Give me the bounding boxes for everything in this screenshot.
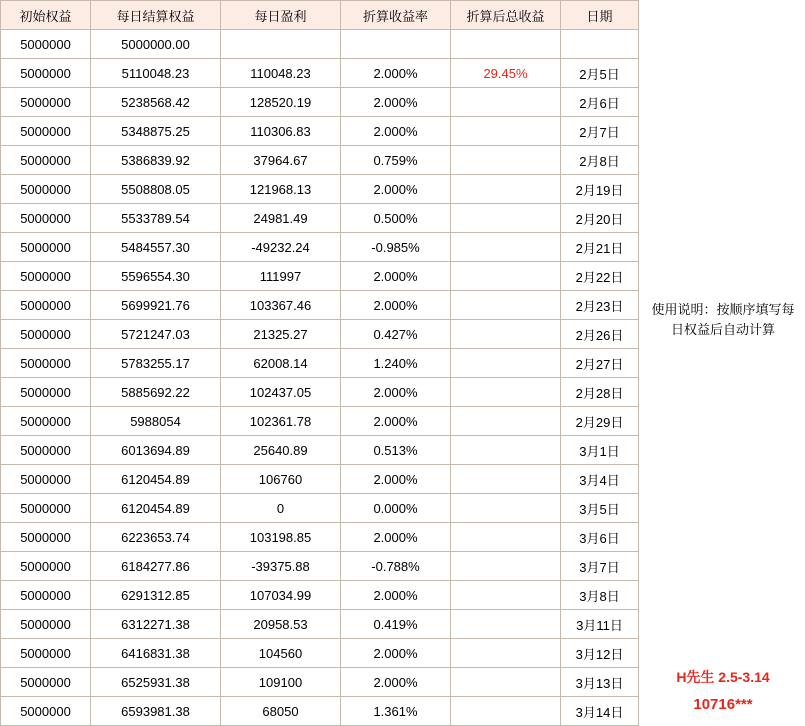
cell-daily-settle-equity[interactable]: 5721247.03 bbox=[91, 320, 221, 349]
side-panel bbox=[641, 0, 805, 726]
column-header-daily-settle-equity: 每日结算权益 bbox=[91, 1, 221, 30]
cell-converted-yield[interactable]: 2.000% bbox=[341, 465, 451, 494]
signature-account-number: 10716*** bbox=[693, 696, 753, 713]
cell-converted-total-return[interactable] bbox=[451, 552, 561, 581]
cell-daily-profit[interactable]: 103198.85 bbox=[221, 523, 341, 552]
cell-date[interactable]: 2月22日 bbox=[561, 262, 639, 291]
cell-initial-equity[interactable]: 5000000 bbox=[1, 30, 91, 59]
cell-daily-profit[interactable]: 106760 bbox=[221, 465, 341, 494]
cell-initial-equity[interactable]: 5000000 bbox=[1, 668, 91, 697]
table-row bbox=[1, 30, 639, 59]
cell-date[interactable]: 3月1日 bbox=[561, 436, 639, 465]
table-row bbox=[1, 668, 639, 697]
cell-initial-equity[interactable]: 5000000 bbox=[1, 639, 91, 668]
cell-daily-profit[interactable]: 103367.46 bbox=[221, 291, 341, 320]
usage-note: 使用说明：按顺序填写每日权益后自动计算 bbox=[651, 302, 795, 337]
cell-initial-equity[interactable]: 5000000 bbox=[1, 407, 91, 436]
cell-date[interactable]: 3月14日 bbox=[561, 697, 639, 726]
cell-daily-settle-equity[interactable]: 6223653.74 bbox=[91, 523, 221, 552]
cell-converted-yield[interactable]: 2.000% bbox=[341, 639, 451, 668]
table-row bbox=[1, 465, 639, 494]
cell-converted-total-return[interactable] bbox=[451, 146, 561, 175]
table-row bbox=[1, 639, 639, 668]
cell-daily-profit[interactable]: 20958.53 bbox=[221, 610, 341, 639]
cell-initial-equity[interactable]: 5000000 bbox=[1, 697, 91, 726]
cell-daily-profit[interactable]: -39375.88 bbox=[221, 552, 341, 581]
table-row bbox=[1, 204, 639, 233]
table-row bbox=[1, 117, 639, 146]
cell-date[interactable]: 2月7日 bbox=[561, 117, 639, 146]
cell-daily-profit[interactable]: 128520.19 bbox=[221, 88, 341, 117]
cell-initial-equity[interactable]: 5000000 bbox=[1, 378, 91, 407]
signature-block bbox=[641, 663, 805, 719]
cell-daily-settle-equity[interactable]: 6312271.38 bbox=[91, 610, 221, 639]
cell-daily-settle-equity[interactable]: 5484557.30 bbox=[91, 233, 221, 262]
table-row bbox=[1, 59, 639, 88]
cell-converted-total-return[interactable]: 29.45% bbox=[451, 59, 561, 88]
cell-converted-total-return[interactable] bbox=[451, 523, 561, 552]
cell-date[interactable]: 2月5日 bbox=[561, 59, 639, 88]
cell-date[interactable]: 3月13日 bbox=[561, 668, 639, 697]
cell-daily-profit[interactable]: 109100 bbox=[221, 668, 341, 697]
cell-date[interactable]: 2月28日 bbox=[561, 378, 639, 407]
cell-date[interactable]: 2月27日 bbox=[561, 349, 639, 378]
cell-date[interactable]: 2月20日 bbox=[561, 204, 639, 233]
column-header-converted-yield: 折算收益率 bbox=[341, 1, 451, 30]
cell-daily-profit[interactable]: 110306.83 bbox=[221, 117, 341, 146]
cell-daily-settle-equity[interactable]: 6120454.89 bbox=[91, 494, 221, 523]
cell-converted-total-return[interactable] bbox=[451, 697, 561, 726]
table-row bbox=[1, 175, 639, 204]
cell-daily-profit[interactable]: 110048.23 bbox=[221, 59, 341, 88]
cell-converted-yield[interactable]: -0.788% bbox=[341, 552, 451, 581]
cell-converted-yield[interactable]: 2.000% bbox=[341, 378, 451, 407]
cell-date[interactable]: 2月21日 bbox=[561, 233, 639, 262]
cell-converted-yield[interactable]: 0.000% bbox=[341, 494, 451, 523]
cell-daily-settle-equity[interactable]: 6120454.89 bbox=[91, 465, 221, 494]
column-header-date: 日期 bbox=[561, 1, 639, 30]
cell-converted-yield[interactable]: 2.000% bbox=[341, 407, 451, 436]
cell-converted-total-return[interactable] bbox=[451, 175, 561, 204]
cell-initial-equity[interactable]: 5000000 bbox=[1, 552, 91, 581]
cell-converted-total-return[interactable] bbox=[451, 349, 561, 378]
cell-converted-total-return[interactable] bbox=[451, 204, 561, 233]
cell-date[interactable]: 3月5日 bbox=[561, 494, 639, 523]
cell-date[interactable]: 2月6日 bbox=[561, 88, 639, 117]
cell-daily-settle-equity[interactable]: 6013694.89 bbox=[91, 436, 221, 465]
cell-initial-equity[interactable]: 5000000 bbox=[1, 494, 91, 523]
cell-converted-yield[interactable]: 2.000% bbox=[341, 291, 451, 320]
cell-daily-profit[interactable]: 102437.05 bbox=[221, 378, 341, 407]
cell-converted-total-return[interactable] bbox=[451, 320, 561, 349]
table-row bbox=[1, 262, 639, 291]
cell-date[interactable]: 3月4日 bbox=[561, 465, 639, 494]
cell-converted-yield[interactable]: 0.500% bbox=[341, 204, 451, 233]
cell-daily-settle-equity[interactable]: 5699921.76 bbox=[91, 291, 221, 320]
table-row bbox=[1, 291, 639, 320]
cell-converted-total-return[interactable] bbox=[451, 233, 561, 262]
cell-converted-total-return[interactable] bbox=[451, 610, 561, 639]
cell-daily-profit[interactable]: 111997 bbox=[221, 262, 341, 291]
cell-date[interactable]: 2月29日 bbox=[561, 407, 639, 436]
cell-daily-profit[interactable]: 37964.67 bbox=[221, 146, 341, 175]
cell-converted-yield[interactable]: 0.419% bbox=[341, 610, 451, 639]
cell-daily-profit[interactable]: -49232.24 bbox=[221, 233, 341, 262]
cell-date[interactable]: 2月19日 bbox=[561, 175, 639, 204]
cell-initial-equity[interactable]: 5000000 bbox=[1, 581, 91, 610]
cell-date[interactable]: 3月6日 bbox=[561, 523, 639, 552]
cell-converted-yield[interactable]: 2.000% bbox=[341, 523, 451, 552]
cell-converted-yield[interactable]: 2.000% bbox=[341, 668, 451, 697]
table-row bbox=[1, 233, 639, 262]
table-body bbox=[1, 30, 639, 726]
cell-date[interactable]: 3月8日 bbox=[561, 581, 639, 610]
cell-daily-settle-equity[interactable]: 5000000.00 bbox=[91, 30, 221, 59]
cell-converted-total-return[interactable] bbox=[451, 465, 561, 494]
cell-daily-profit[interactable]: 121968.13 bbox=[221, 175, 341, 204]
cell-daily-profit[interactable]: 102361.78 bbox=[221, 407, 341, 436]
cell-daily-profit[interactable]: 21325.27 bbox=[221, 320, 341, 349]
cell-converted-yield[interactable]: 1.361% bbox=[341, 697, 451, 726]
cell-converted-total-return[interactable] bbox=[451, 436, 561, 465]
cell-converted-total-return[interactable] bbox=[451, 639, 561, 668]
cell-date[interactable]: 3月12日 bbox=[561, 639, 639, 668]
cell-converted-yield[interactable]: 0.427% bbox=[341, 320, 451, 349]
cell-initial-equity[interactable]: 5000000 bbox=[1, 175, 91, 204]
cell-initial-equity[interactable]: 5000000 bbox=[1, 117, 91, 146]
cell-converted-total-return[interactable] bbox=[451, 262, 561, 291]
cell-daily-settle-equity[interactable]: 6593981.38 bbox=[91, 697, 221, 726]
cell-daily-profit[interactable]: 62008.14 bbox=[221, 349, 341, 378]
table-row bbox=[1, 523, 639, 552]
cell-initial-equity[interactable]: 5000000 bbox=[1, 320, 91, 349]
table-row bbox=[1, 697, 639, 726]
cell-converted-yield[interactable]: -0.985% bbox=[341, 233, 451, 262]
cell-daily-settle-equity[interactable]: 6525931.38 bbox=[91, 668, 221, 697]
cell-daily-profit[interactable]: 104560 bbox=[221, 639, 341, 668]
cell-initial-equity[interactable]: 5000000 bbox=[1, 610, 91, 639]
table-row bbox=[1, 320, 639, 349]
cell-converted-yield[interactable]: 1.240% bbox=[341, 349, 451, 378]
cell-daily-settle-equity[interactable]: 6184277.86 bbox=[91, 552, 221, 581]
cell-initial-equity[interactable]: 5000000 bbox=[1, 88, 91, 117]
cell-date[interactable]: 3月11日 bbox=[561, 610, 639, 639]
cell-date[interactable]: 3月7日 bbox=[561, 552, 639, 581]
table-row bbox=[1, 552, 639, 581]
cell-daily-settle-equity[interactable]: 5110048.23 bbox=[91, 59, 221, 88]
cell-converted-total-return[interactable] bbox=[451, 291, 561, 320]
cell-converted-total-return[interactable] bbox=[451, 668, 561, 697]
cell-daily-settle-equity[interactable]: 5596554.30 bbox=[91, 262, 221, 291]
column-header-initial-equity: 初始权益 bbox=[1, 1, 91, 30]
table-row bbox=[1, 494, 639, 523]
cell-initial-equity[interactable]: 5000000 bbox=[1, 291, 91, 320]
cell-converted-total-return[interactable] bbox=[451, 117, 561, 146]
cell-initial-equity[interactable]: 5000000 bbox=[1, 204, 91, 233]
table-row bbox=[1, 88, 639, 117]
cell-converted-total-return[interactable] bbox=[451, 88, 561, 117]
cell-initial-equity[interactable]: 5000000 bbox=[1, 146, 91, 175]
cell-converted-yield[interactable]: 2.000% bbox=[341, 117, 451, 146]
table-row bbox=[1, 349, 639, 378]
table-row bbox=[1, 610, 639, 639]
cell-initial-equity[interactable]: 5000000 bbox=[1, 233, 91, 262]
table-row bbox=[1, 378, 639, 407]
cell-daily-profit[interactable]: 24981.49 bbox=[221, 204, 341, 233]
cell-daily-profit[interactable]: 25640.89 bbox=[221, 436, 341, 465]
cell-converted-yield[interactable]: 2.000% bbox=[341, 59, 451, 88]
column-header-daily-profit: 每日盈利 bbox=[221, 1, 341, 30]
cell-daily-settle-equity[interactable]: 5988054 bbox=[91, 407, 221, 436]
cell-daily-settle-equity[interactable]: 5386839.92 bbox=[91, 146, 221, 175]
cell-converted-yield[interactable]: 0.759% bbox=[341, 146, 451, 175]
cell-initial-equity[interactable]: 5000000 bbox=[1, 465, 91, 494]
signature-name-range: H先生 2.5-3.14 bbox=[676, 669, 770, 685]
table-row bbox=[1, 436, 639, 465]
cell-daily-profit[interactable]: 68050 bbox=[221, 697, 341, 726]
table-row bbox=[1, 146, 639, 175]
cell-daily-settle-equity[interactable]: 6416831.38 bbox=[91, 639, 221, 668]
table-header-row bbox=[1, 1, 639, 30]
cell-initial-equity[interactable]: 5000000 bbox=[1, 436, 91, 465]
cell-daily-settle-equity[interactable]: 5783255.17 bbox=[91, 349, 221, 378]
cell-daily-settle-equity[interactable]: 5885692.22 bbox=[91, 378, 221, 407]
cell-converted-total-return[interactable] bbox=[451, 30, 561, 59]
cell-date[interactable] bbox=[561, 30, 639, 59]
cell-date[interactable]: 2月26日 bbox=[561, 320, 639, 349]
cell-daily-profit[interactable]: 107034.99 bbox=[221, 581, 341, 610]
table-row bbox=[1, 581, 639, 610]
cell-daily-settle-equity[interactable]: 6291312.85 bbox=[91, 581, 221, 610]
cell-daily-profit[interactable]: 0 bbox=[221, 494, 341, 523]
cell-initial-equity[interactable]: 5000000 bbox=[1, 59, 91, 88]
cell-converted-yield[interactable]: 2.000% bbox=[341, 581, 451, 610]
cell-converted-yield[interactable]: 0.513% bbox=[341, 436, 451, 465]
cell-date[interactable]: 2月8日 bbox=[561, 146, 639, 175]
cell-daily-profit[interactable] bbox=[221, 30, 341, 59]
cell-initial-equity[interactable]: 5000000 bbox=[1, 349, 91, 378]
cell-converted-total-return[interactable] bbox=[451, 494, 561, 523]
cell-converted-total-return[interactable] bbox=[451, 581, 561, 610]
cell-converted-yield[interactable]: 2.000% bbox=[341, 175, 451, 204]
cell-daily-settle-equity[interactable]: 5533789.54 bbox=[91, 204, 221, 233]
cell-date[interactable]: 2月23日 bbox=[561, 291, 639, 320]
cell-converted-yield[interactable] bbox=[341, 30, 451, 59]
table-row bbox=[1, 407, 639, 436]
cell-converted-yield[interactable]: 2.000% bbox=[341, 262, 451, 291]
cell-converted-yield[interactable]: 2.000% bbox=[341, 88, 451, 117]
cell-initial-equity[interactable]: 5000000 bbox=[1, 262, 91, 291]
cell-initial-equity[interactable]: 5000000 bbox=[1, 523, 91, 552]
cell-converted-total-return[interactable] bbox=[451, 407, 561, 436]
cell-converted-total-return[interactable] bbox=[451, 378, 561, 407]
cell-daily-settle-equity[interactable]: 5238568.42 bbox=[91, 88, 221, 117]
cell-daily-settle-equity[interactable]: 5348875.25 bbox=[91, 117, 221, 146]
column-header-converted-total-return: 折算后总收益 bbox=[451, 1, 561, 30]
cell-daily-settle-equity[interactable]: 5508808.05 bbox=[91, 175, 221, 204]
